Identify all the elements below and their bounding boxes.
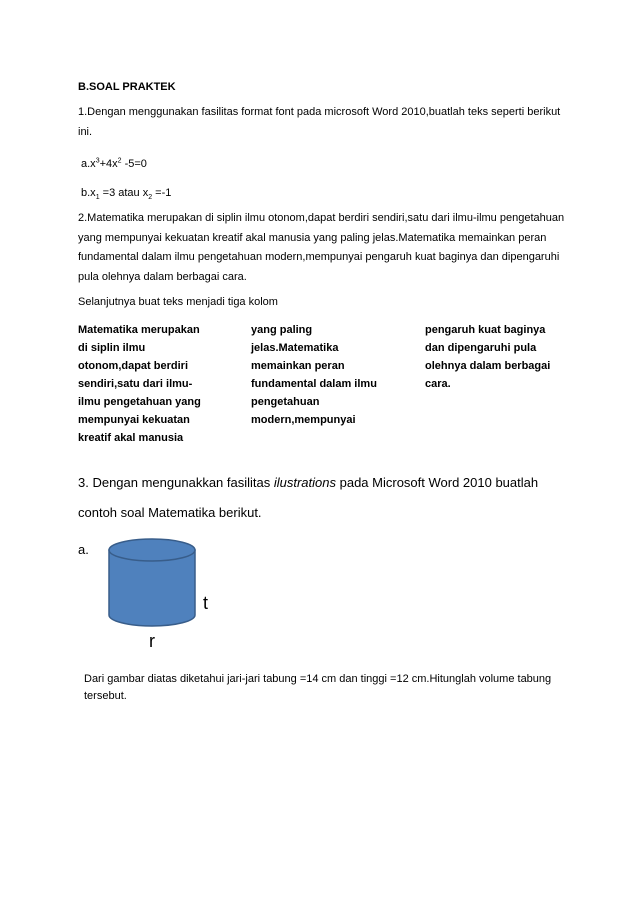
column-line: pengetahuan xyxy=(251,396,320,408)
question-3-line-2: contoh soal Matematika berikut. xyxy=(78,505,262,520)
text-column-2 xyxy=(251,321,377,429)
column-line: kreatif akal manusia xyxy=(78,432,184,444)
cylinder-top xyxy=(109,539,195,561)
column-line: Matematika merupakan xyxy=(78,324,200,336)
height-label: t xyxy=(203,593,209,613)
column-line: otonom,dapat berdiri xyxy=(78,360,188,372)
column-line: di siplin ilmu xyxy=(78,342,146,354)
equation-b: $b.x_1 =3$ atau $x_2 =-1$ xyxy=(81,187,172,202)
text-column-3 xyxy=(425,321,550,393)
cylinder-figure xyxy=(100,528,210,628)
question-2-instruction: Selanjutnya buat teks menjadi tiga kolom xyxy=(78,296,278,308)
section-title: B.SOAL PRAKTEK xyxy=(78,81,176,93)
equation-a: $a.x^3+4x^2$ -5=0 xyxy=(81,157,147,170)
column-line: memainkan peran xyxy=(251,360,345,372)
question-1-text: 1.Dengan menggunakan fasilitas format font pada microsoft Word 2010,buatlah teks seperti berikut ini. xyxy=(78,106,561,138)
text-column-1 xyxy=(78,321,201,447)
column-line: fundamental dalam ilmu xyxy=(251,378,377,390)
column-line: mempunyai kekuatan xyxy=(78,414,190,426)
column-line: olehnya dalam berbagai xyxy=(425,360,551,372)
column-line: sendiri,satu dari ilmu- xyxy=(78,378,193,390)
column-line: cara. xyxy=(425,378,451,390)
column-line: modern,mempunyai xyxy=(251,414,356,426)
column-line: jelas.Matematika xyxy=(251,342,339,354)
item-label-a: a. xyxy=(78,542,89,557)
question-2-text: 2.Matematika merupakan di siplin ilmu otonom,dapat berdiri sendiri,satu dari ilmu-ilmu pengetahuan yang mempunyai kekuatan kreatif akal manusia yang paling jelas.Matematika memainkan peran fundamental dalam ilmu pengetahuan modern,mempunyai pengaruh kuat baginya dan dipengaruhi pula olehnya dalam berbagai cara. xyxy=(78,212,565,283)
question-3-line-1: 3. Dengan mengunakkan fasilitas ilustrations pada Microsoft Word 2010 buatlah xyxy=(78,475,539,490)
column-line: pengaruh kuat baginya xyxy=(425,324,546,336)
column-line: ilmu pengetahuan yang xyxy=(78,396,201,408)
column-line: yang paling xyxy=(251,324,313,336)
column-line: dan dipengaruhi pula xyxy=(425,342,537,354)
question-3-text: Dari gambar diatas diketahui jari-jari tabung =14 cm dan tinggi =12 cm.Hitunglah volume tabung tersebut. xyxy=(84,673,552,702)
radius-label: r xyxy=(149,631,155,651)
